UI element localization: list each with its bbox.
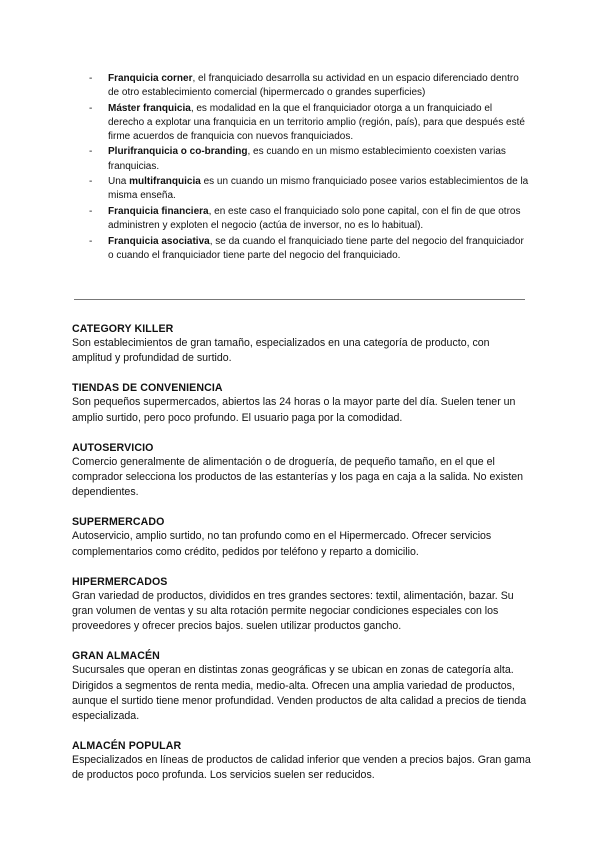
list-item-text: es un cuando un mismo franquiciado posee varios establecimientos de la misma enseña.	[108, 176, 529, 202]
list-item	[89, 145, 529, 173]
list-item-text: , es modalidad en la que el franquiciador otorga a un franquiciado el derecho a explotar una franquicia en un territorio amplio (región, país), para que después esté firme acuerdos de franquicia con nuevos franquiciados.	[108, 102, 525, 142]
section-heading: GRAN ALMACÉN	[72, 650, 160, 663]
section-supermercado	[72, 515, 532, 559]
retail-formats-sections	[72, 322, 532, 799]
horizontal-divider	[74, 299, 525, 300]
section-body: Son pequeños supermercados, abiertos las 24 horas o la mayor parte del día. Suelen tener un amplio surtido, pero poco profundo. El usuario paga por la comodidad.	[72, 396, 516, 424]
section-tiendas-conveniencia	[72, 381, 532, 425]
section-body: Sucursales que operan en distintas zonas geográficas y se ubican en zonas de categoría alta. Dirigidos a segmentos de renta media, medio-alta. Ofrecen una amplia variedad de productos, aunque el surtido tiene menor profundidad. Venden productos de alta calidad a precios de tienda especializada.	[72, 664, 527, 723]
section-heading: AUTOSERVICIO	[72, 441, 154, 454]
section-body: Comercio generalmente de alimentación o de droguería, de pequeño tamaño, en el que el comprador selecciona los productos de las estanterías y los paga en caja a la salida. No existen dependientes.	[72, 455, 524, 499]
list-dash: -	[89, 176, 93, 188]
list-item-term: Máster franquicia	[108, 102, 191, 114]
list-dash: -	[89, 146, 93, 158]
section-heading: TIENDAS DE CONVENIENCIA	[72, 382, 223, 395]
list-item-term: Franquicia corner	[108, 73, 193, 84]
section-heading: HIPERMERCADOS	[72, 575, 168, 588]
section-body: Autoservicio, amplio surtido, no tan profundo como en el Hipermercado. Ofrecer servicios complementarios como crédito, pedidos por teléfono y reparto a domicilio.	[72, 530, 492, 558]
franquicia-types-list	[89, 72, 529, 264]
section-heading: ALMACÉN POPULAR	[72, 740, 182, 753]
section-gran-almacen	[72, 649, 532, 724]
list-item-text: , en este caso el franquiciado solo pone capital, con el fin de que otros administren y exploten el negocio (actúa de inversor, no es lo habitual).	[108, 205, 521, 231]
list-item-text: , se da cuando el franquiciado tiene parte del negocio del franquiciador o cuando el franquiciador tiene parte del negocio del franquiciado.	[108, 235, 524, 261]
list-dash: -	[89, 235, 93, 247]
section-category-killer	[72, 322, 532, 366]
list-item-prefix: Una	[108, 176, 130, 188]
list-item	[89, 175, 529, 203]
section-heading: CATEGORY KILLER	[72, 323, 174, 335]
list-item-term: Franquicia financiera	[108, 205, 209, 217]
list-item-term: Plurifranquicia o co-branding	[108, 146, 248, 158]
list-dash: -	[89, 73, 93, 84]
section-heading: SUPERMERCADO	[72, 516, 165, 529]
list-dash: -	[89, 205, 93, 217]
list-item	[89, 72, 529, 100]
list-item-text: , es cuando en un mismo establecimiento coexisten varias franquicias.	[108, 146, 506, 172]
section-body: Especializados en líneas de productos de calidad inferior que venden a precios bajos. Gran gama de productos poco profunda. Los servicios suelen ser reducidos.	[72, 754, 531, 782]
list-dash: -	[89, 102, 93, 114]
list-item-term: Franquicia asociativa	[108, 235, 210, 247]
list-item	[89, 102, 529, 144]
list-item	[89, 205, 529, 233]
list-item	[89, 235, 529, 263]
section-hipermercados	[72, 575, 532, 635]
list-item-term: multifranquicia	[129, 176, 201, 188]
section-autoservicio	[72, 441, 532, 501]
list-item-text: , el franquiciado desarrolla su actividad en un espacio diferenciado dentro de otro establecimiento comercial (hipermercado o grandes superficies)	[108, 73, 519, 99]
section-body: Gran variedad de productos, divididos en tres grandes sectores: textil, alimentación, bazar. Su gran volumen de ventas y su alta rotación permite negociar condiciones especiales con los proveedores y ofrecer precios bajos. suelen utilizar productos gancho.	[72, 589, 514, 633]
section-body: Son establecimientos de gran tamaño, especializados en una categoría de producto, con amplitud y profundidad de surtido.	[72, 337, 490, 365]
section-almacen-popular	[72, 739, 532, 783]
